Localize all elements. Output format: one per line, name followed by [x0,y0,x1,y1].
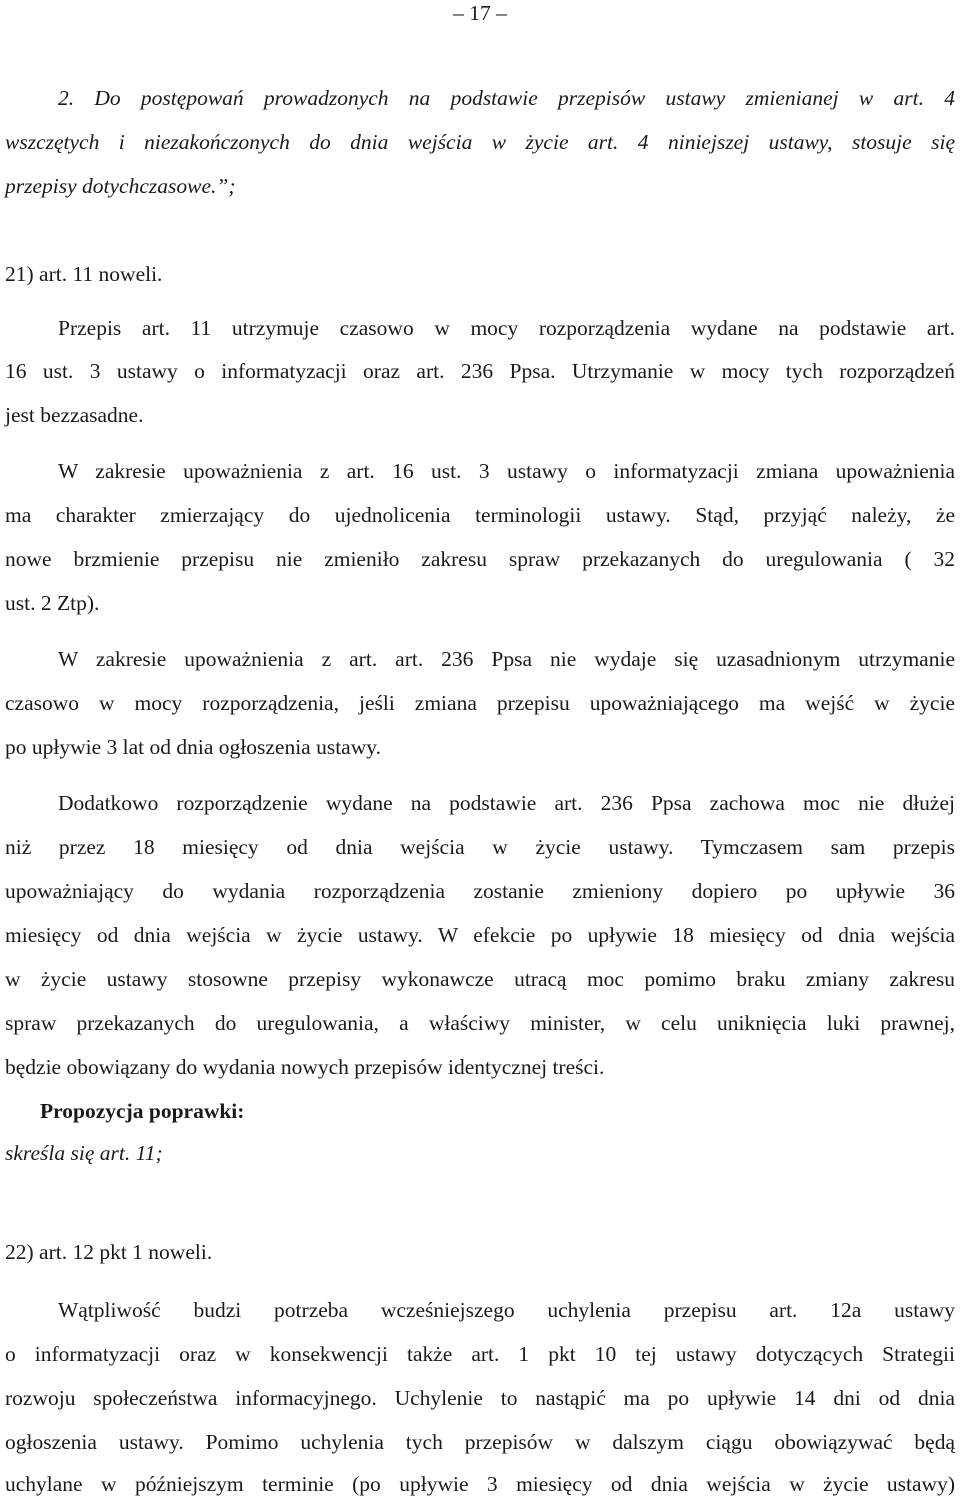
amendment-proposal-text: skreśla się art. 11; [5,1141,163,1165]
text-line: o informatyzacji oraz w konsekwencji także art. 1 pkt 10 tej ustawy dotyczących Strategii [5,1342,955,1366]
text-line: będzie obowiązany do wydania nowych przepisów identycznej treści. [5,1055,605,1079]
text-line: po upływie 3 lat od dnia ogłoszenia ustawy. [5,735,381,759]
text-line: upoważniający do wydania rozporządzenia zostanie zmieniony dopiero po upływie 36 [5,879,955,903]
text-line: ust. 2 Ztp). [5,591,100,615]
text-line: Przepis art. 11 utrzymuje czasowo w mocy rozporządzenia wydane na podstawie art. [58,316,955,340]
text-line: wszczętych i niezakończonych do dnia wejścia w życie art. 4 niniejszej ustawy, stosuje się [5,130,955,154]
section-heading: 22) art. 12 pkt 1 noweli. [5,1240,213,1264]
section-heading: 21) art. 11 noweli. [5,262,163,286]
text-line: 2. Do postępowań prowadzonych na podstawie przepisów ustawy zmienianej w art. 4 [58,86,955,110]
text-line: Wątpliwość budzi potrzeba wcześniejszego uchylenia przepisu art. 12a ustawy [58,1298,955,1322]
text-line: W zakresie upoważnienia z art. 16 ust. 3 ustawy o informatyzacji zmiana upoważnienia [58,459,955,483]
text-line: 16 ust. 3 ustawy o informatyzacji oraz art. 236 Ppsa. Utrzymanie w mocy tych rozporządzeń [5,359,955,383]
text-line: W zakresie upoważnienia z art. art. 236 Ppsa nie wydaje się uzasadnionym utrzymanie [58,647,955,671]
amendment-proposal-heading: Propozycja poprawki: [40,1099,245,1123]
page-number: – 17 – [453,1,507,25]
text-line: ma charakter zmierzający do ujednolicenia terminologii ustawy. Stąd, przyjąć należy, że [5,503,955,527]
text-line: spraw przekazanych do uregulowania, a właściwy minister, w celu uniknięcia luki prawnej, [5,1011,955,1035]
text-line: uchylane w późniejszym terminie (po upływie 3 miesięcy od dnia wejścia w życie ustawy) [5,1472,955,1496]
text-line: w życie ustawy stosowne przepisy wykonawcze utracą moc pomimo braku zmiany zakresu [5,967,955,991]
text-line: Dodatkowo rozporządzenie wydane na podstawie art. 236 Ppsa zachowa moc nie dłużej [58,791,955,815]
text-line: miesięcy od dnia wejścia w życie ustawy. W efekcie po upływie 18 miesięcy od dnia wejścia [5,923,955,947]
text-line: rozwoju społeczeństwa informacyjnego. Uchylenie to nastąpić ma po upływie 14 dni od dnia [5,1386,955,1410]
text-line: nowe brzmienie przepisu nie zmieniło zakresu spraw przekazanych do uregulowania ( 32 [5,547,955,571]
text-line: niż przez 18 miesięcy od dnia wejścia w życie ustawy. Tymczasem sam przepis [5,835,955,859]
text-line: ogłoszenia ustawy. Pomimo uchylenia tych przepisów w dalszym ciągu obowiązywać będą [5,1430,955,1454]
text-line: jest bezzasadne. [5,403,144,427]
text-line: czasowo w mocy rozporządzenia, jeśli zmiana przepisu upoważniającego ma wejść w życie [5,691,955,715]
text-line: przepisy dotychczasowe.”; [5,174,236,198]
